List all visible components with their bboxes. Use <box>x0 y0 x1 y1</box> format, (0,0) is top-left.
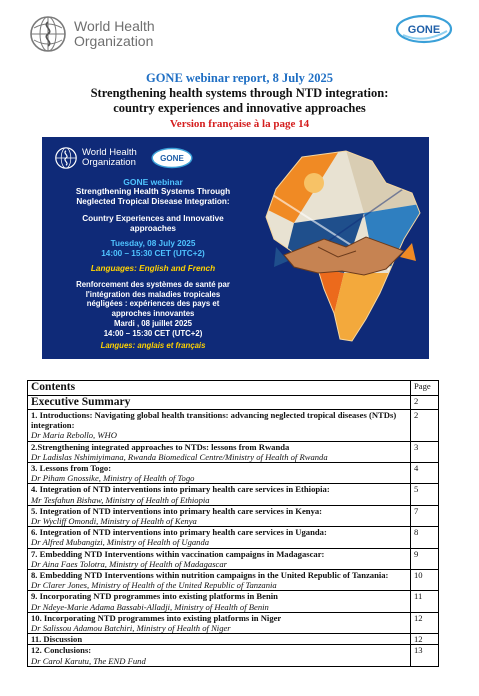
subtitle-line1: Strengthening health systems through NTD integration: <box>90 86 389 100</box>
banner-date-en <box>48 239 258 259</box>
banner-title-en <box>48 187 258 207</box>
toc-row[interactable] <box>28 410 439 442</box>
subtitle-line2: country experiences and innovative approaches <box>113 101 366 115</box>
toc-entry-page: 8 <box>411 527 439 548</box>
banner-time-fr-line: 14:00 – 15:30 CET (UTC+2) <box>103 328 203 338</box>
toc-entry[interactable] <box>28 634 411 645</box>
toc-entry-title: 12. Conclusions: <box>31 645 92 656</box>
africa-map-handshake-icon <box>254 143 426 355</box>
banner-date-fr-line: Mardi , 08 juillet 2025 <box>113 319 192 328</box>
toc-row[interactable] <box>28 591 439 612</box>
banner-title-en-line2: Neglected Tropical Disease Integration: <box>76 197 230 206</box>
who-emblem-icon <box>28 14 68 54</box>
banner-webinar-label: GONE webinar <box>123 177 183 187</box>
toc-entry-page: 12 <box>411 612 439 633</box>
toc-entry[interactable] <box>28 410 411 442</box>
toc-entry-title: 5. Integration of NTD interventions into primary health care services in Kenya: <box>31 505 323 516</box>
contents-heading: Contents <box>28 381 411 396</box>
who-name-line1: World Health <box>74 18 155 34</box>
toc-entry-page: 9 <box>411 548 439 569</box>
webinar-banner <box>42 137 429 359</box>
toc-entry-author: Dr Salissou Adamou Batchiri, Ministry of Health of Niger <box>31 623 231 634</box>
who-logo <box>28 14 155 54</box>
banner-who-line1: World Health <box>82 147 137 158</box>
toc-entry[interactable] <box>28 570 411 591</box>
toc-entry-author: Dr Alfred Mubangizi, Ministry of Health of Uganda <box>31 537 210 548</box>
toc-entry[interactable] <box>28 645 411 666</box>
toc-entry-title: 6. Integration of NTD interventions into primary health care services in Uganda: <box>31 527 327 538</box>
banner-date-en-line: Tuesday, 08 July 2025 <box>110 239 196 248</box>
toc-entry[interactable] <box>28 484 411 505</box>
banner-subtitle-en-line1: Country Experiences and Innovative <box>82 214 224 223</box>
toc-row[interactable] <box>28 527 439 548</box>
banner-time-en-line: 14:00 – 15:30 CET (UTC+2) <box>101 249 205 258</box>
toc-entry-title: 2.Strengthening integrated approaches to NTDs: lessons from Rwanda <box>31 441 290 452</box>
toc-entry-author: Dr Maria Rebollo, WHO <box>31 430 117 441</box>
toc-entry-author: Mr Tesfahun Bishaw, Ministry of Health of Ethiopia <box>31 494 210 505</box>
banner-languages-en: Languages: English and French <box>90 264 216 273</box>
toc-row[interactable] <box>28 505 439 526</box>
banner-who-logo <box>54 146 137 170</box>
toc-row[interactable] <box>28 484 439 505</box>
report-subtitle <box>0 86 479 116</box>
toc-entry-author: Dr Carol Karutu, The END Fund <box>31 655 146 666</box>
banner-who-emblem-icon <box>54 146 78 170</box>
toc-entry-author: Dr Clarer Jones, Ministry of Health of the United Republic of Tanzania <box>31 580 277 591</box>
banner-gone-text: GONE <box>160 153 184 163</box>
toc-entry[interactable] <box>28 548 411 569</box>
toc-entry[interactable] <box>28 591 411 612</box>
banner-gone-logo-icon <box>150 147 194 169</box>
gone-logo-icon <box>395 14 453 44</box>
toc-entry-title: 3. Lessons from Togo: <box>31 463 112 474</box>
toc-entry-author: Dr Aina Faes Tolotra, Ministry of Health of Madagascar <box>31 558 227 569</box>
gone-logo-text: GONE <box>407 24 441 36</box>
who-name-line2: Organization <box>74 33 154 49</box>
toc-entry-title: 7. Embedding NTD Interventions within vaccination campaigns in Madagascar: <box>31 548 325 559</box>
page-column-heading: Page <box>411 381 439 396</box>
toc-entry-title: 11. Discussion <box>31 634 83 645</box>
banner-title-en-line1: Strengthening Health Systems Through <box>75 187 231 196</box>
toc-entry-author: Dr Piham Gnossike, Ministry of Health of Togo <box>31 473 195 484</box>
toc-entry[interactable] <box>28 463 411 484</box>
toc-entry-page: 11 <box>411 591 439 612</box>
banner-who-line2: Organization <box>82 157 136 168</box>
toc-entry-author: Dr Ndeye-Marie Adama Bassabi-Alladji, Ministry of Health of Benin <box>31 601 269 612</box>
toc-entry-page: 12 <box>411 634 439 645</box>
toc-entry-page: 5 <box>411 484 439 505</box>
toc-entry-page: 4 <box>411 463 439 484</box>
toc-row[interactable] <box>28 570 439 591</box>
french-version-link[interactable]: Version française à la page 14 <box>169 118 310 130</box>
toc-entry[interactable] <box>28 612 411 633</box>
toc-entry-title: 1. Introductions: Navigating global health transitions: advancing neglected tropical diseases (NTDs) integration: <box>31 410 397 431</box>
toc-entry-author: Dr Wycliff Omondi, Ministry of Health of Kenya <box>31 516 197 527</box>
toc-entry-title: 4. Integration of NTD interventions into primary health care services in Ethiopia: <box>31 484 330 495</box>
toc-row[interactable] <box>28 548 439 569</box>
toc-entry[interactable] <box>28 505 411 526</box>
toc-entry-page: 10 <box>411 570 439 591</box>
banner-title-fr-line3: négligées : expériences des pays et <box>86 299 220 308</box>
executive-summary-page: 2 <box>411 396 439 410</box>
toc-entry-title: 10. Incorporating NTD programmes into existing platforms in Niger <box>31 612 282 623</box>
banner-subtitle-en-line2: approaches <box>130 224 176 233</box>
toc-entry-page: 7 <box>411 505 439 526</box>
toc-row[interactable] <box>28 612 439 633</box>
banner-date-fr <box>48 319 258 338</box>
toc-row[interactable] <box>28 441 439 462</box>
toc-entry[interactable] <box>28 441 411 462</box>
banner-title-fr-line4: approches innovantes <box>111 308 195 318</box>
toc-entry-title: 9. Incorporating NTD programmes into existing platforms in Benin <box>31 591 278 602</box>
toc-entry-author: Dr Ladislas Nshimiyimana, Rwanda Biomedical Centre/Ministry of Health of Rwanda <box>31 451 328 462</box>
toc-entry[interactable] <box>28 527 411 548</box>
toc-row[interactable] <box>28 634 439 645</box>
report-title: GONE webinar report, 8 July 2025 <box>145 71 334 85</box>
banner-title-fr-line1: Renforcement des systèmes de santé par <box>76 280 230 289</box>
banner-subtitle-en <box>48 214 258 234</box>
banner-title-fr <box>48 280 258 318</box>
toc-row-executive-summary[interactable] <box>28 396 439 410</box>
contents-header-row <box>28 381 439 396</box>
banner-title-fr-line2: l'intégration des maladies tropicales <box>85 289 221 299</box>
toc-entry-page: 13 <box>411 645 439 666</box>
toc-entry-title: 8. Embedding NTD Interventions within nutrition campaigns in the United Republic of Tanzania: <box>31 570 389 581</box>
executive-summary-link[interactable]: Executive Summary <box>28 396 411 410</box>
toc-entry-page: 3 <box>411 441 439 462</box>
toc-row[interactable] <box>28 463 439 484</box>
toc-entry-page: 2 <box>411 410 439 442</box>
contents-table <box>27 380 439 667</box>
toc-row[interactable] <box>28 645 439 666</box>
banner-languages-fr: Langues: anglais et français <box>100 341 206 350</box>
